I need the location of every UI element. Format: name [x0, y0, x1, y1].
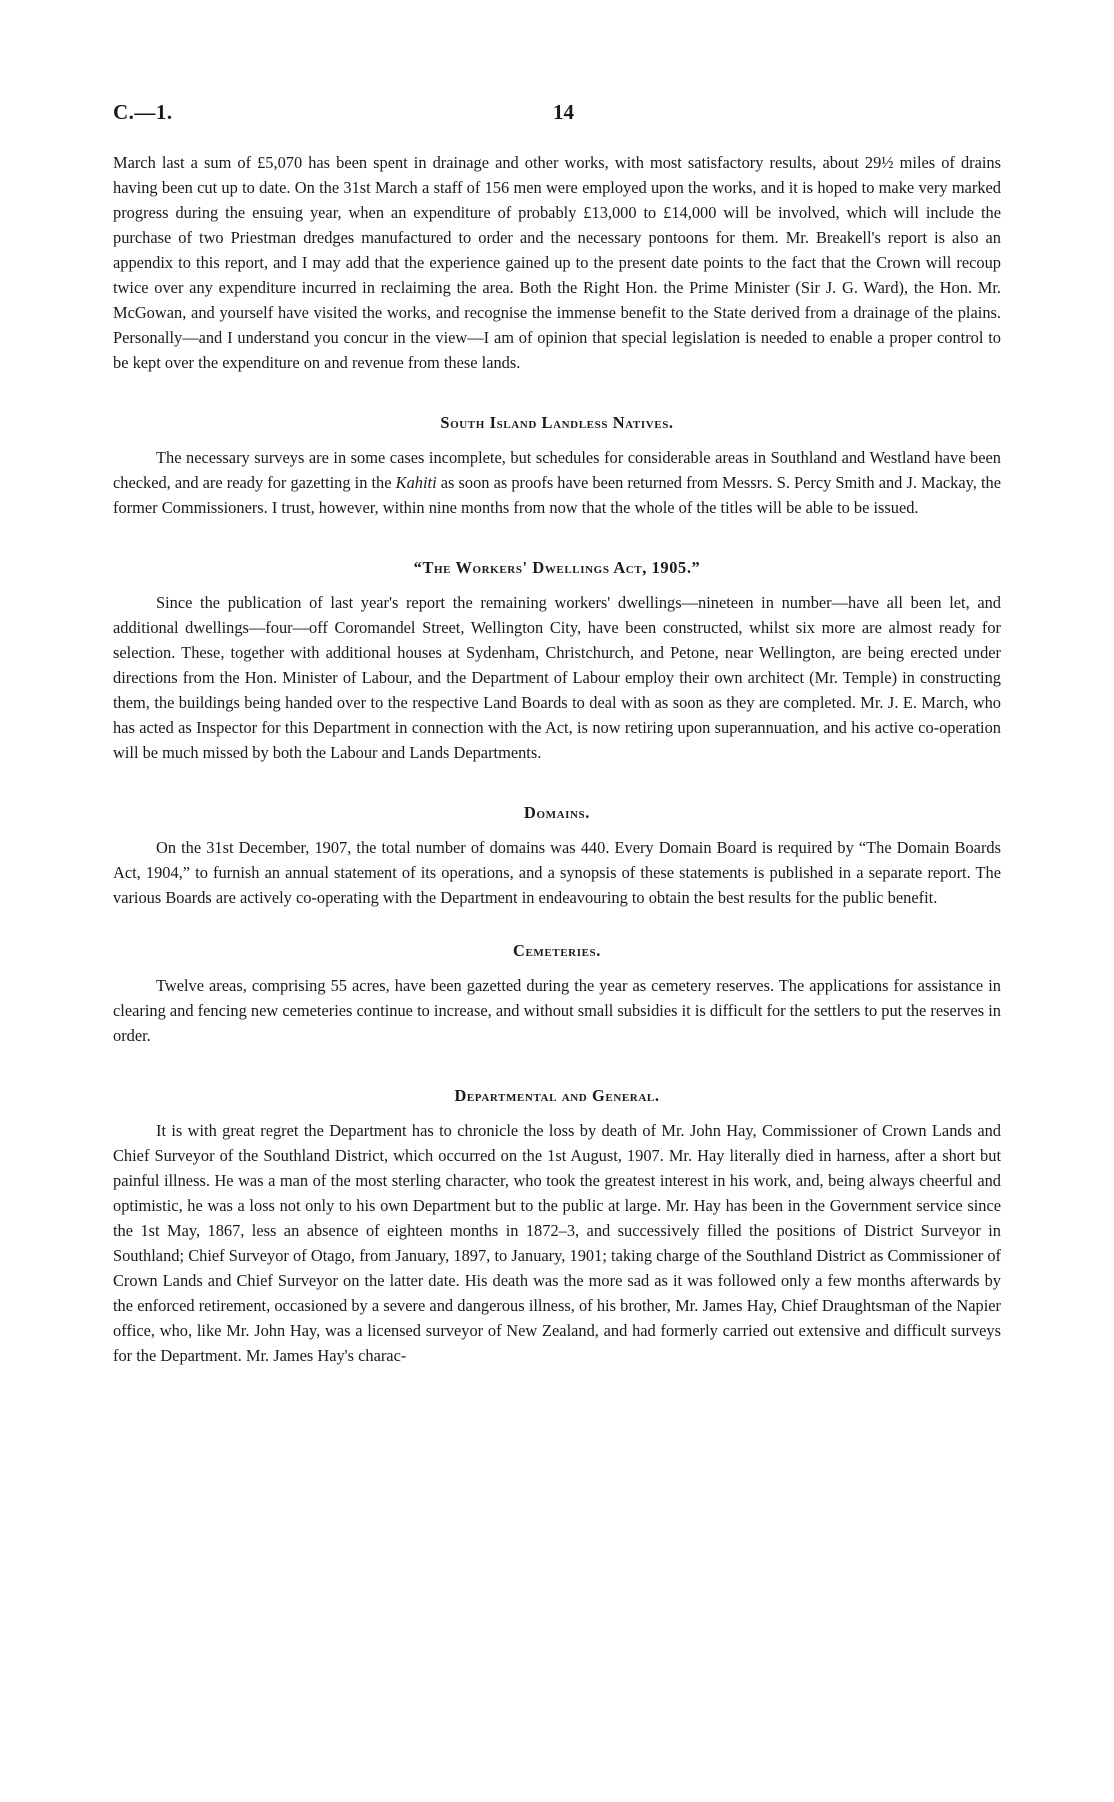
page-content — [113, 150, 1001, 1368]
document-reference: C.—1. — [113, 100, 173, 124]
workers-dwellings-paragraph: Since the publication of last year's report the remaining workers' dwellings—nineteen in number—have all been let, and additional dwellings—four—off Coromandel Street, Wellington City, have been constructed, whilst six more are almost ready for selection. These, together with additional houses at Sydenham, Christchurch, and Petone, near Wellington, are being erected under directions from the Hon. Minister of Labour, and the Department of Labour employ their own architect (Mr. Temple) in constructing them, the buildings being handed over to the respective Land Boards to deal with as soon as they are completed. Mr. J. E. March, who has acted as Inspector for this Department in connection with the Act, is now retiring upon superannuation, and his active co-operation will be much missed by both the Labour and Lands Departments. — [113, 593, 1001, 762]
departmental-heading: Departmental and General. — [454, 1086, 660, 1105]
page-number: 14 — [553, 100, 574, 124]
workers-dwellings-heading: “The Workers' Dwellings Act, 1905.” — [413, 558, 701, 577]
page-header — [113, 100, 1001, 130]
domains-paragraph: On the 31st December, 1907, the total number of domains was 440. Every Domain Board is required by “The Domain Boards Act, 1904,” to furnish an annual statement of its operations, and a synopsis of these statements is published in a separate report. The various Boards are actively co-operating with the Department in endeavouring to obtain the best results for the public benefit. — [113, 838, 1001, 907]
cemeteries-heading: Cemeteries. — [513, 941, 601, 960]
south-island-text-b: as soon as proofs have been returned from Messrs. S. Percy Smith and J. Mackay, the former Commissioners. I trust, however, within nine months from now that the whole of the titles will be able to be issued. — [113, 473, 1001, 517]
south-island-heading: South Island Landless Natives. — [440, 413, 674, 432]
departmental-paragraph: It is with great regret the Department has to chronicle the loss by death of Mr. John Hay, Commissioner of Crown Lands and Chief Surveyor of the Southland District, which occurred on the 1st August, 1907. Mr. Hay literally died in harness, after a short but painful illness. He was a man of the most sterling character, who took the greatest interest in his work, and, being always cheerful and optimistic, he was a loss not only to his own Department but to the public at large. Mr. Hay has been in the Government service since the 1st May, 1867, less an absence of eighteen months in 1872–3, and successively filled the positions of District Surveyor in Southland; Chief Surveyor of Otago, from January, 1897, to January, 1901; taking charge of the Southland District as Commissioner of Crown Lands and Chief Surveyor on the latter date. His death was the more sad as it was followed only a few months afterwards by the enforced retirement, occasioned by a severe and dangerous illness, of his brother, Mr. James Hay, Chief Draughtsman of the Napier office, who, like Mr. John Hay, was a licensed surveyor of New Zealand, and had formerly carried out extensive and difficult surveys for the Department. Mr. James Hay's charac- — [113, 1121, 1001, 1365]
cemeteries-paragraph: Twelve areas, comprising 55 acres, have been gazetted during the year as cemetery reserves. The applications for assistance in clearing and fencing new cemeteries continue to increase, and without small subsidies it is difficult for the settlers to put the reserves in order. — [113, 976, 1001, 1045]
domains-heading: Domains. — [524, 803, 590, 822]
intro-paragraph: March last a sum of £5,070 has been spent in drainage and other works, with most satisfactory results, about 29½ miles of drains having been cut up to date. On the 31st March a staff of 156 men were employed upon the works, and it is hoped to make very marked progress during the ensuing year, when an expenditure of probably £13,000 to £14,000 will be involved, which will include the purchase of two Priestman dredges manufactured to order and the necessary pontoons for them. Mr. Breakell's report is also an appendix to this report, and I may add that the experience gained up to the present date points to the fact that the Crown will recoup twice over any expenditure incurred in reclaiming the area. Both the Right Hon. the Prime Minister (Sir J. G. Ward), the Hon. Mr. McGowan, and yourself have visited the works, and recognise the immense benefit to the State derived from a drainage of the plains. Personally—and I understand you concur in the view—I am of opinion that special legislation is needed to enable a proper control to be kept over the expenditure on and revenue from these lands. — [113, 153, 1001, 372]
south-island-text-a: The necessary surveys are in some cases incomplete, but schedules for considerable areas in Southland and Westland have been checked, and are ready for gazetting in the — [113, 448, 1001, 492]
kahiti-term: Kahiti — [395, 473, 437, 492]
south-island-paragraph — [113, 445, 1001, 520]
